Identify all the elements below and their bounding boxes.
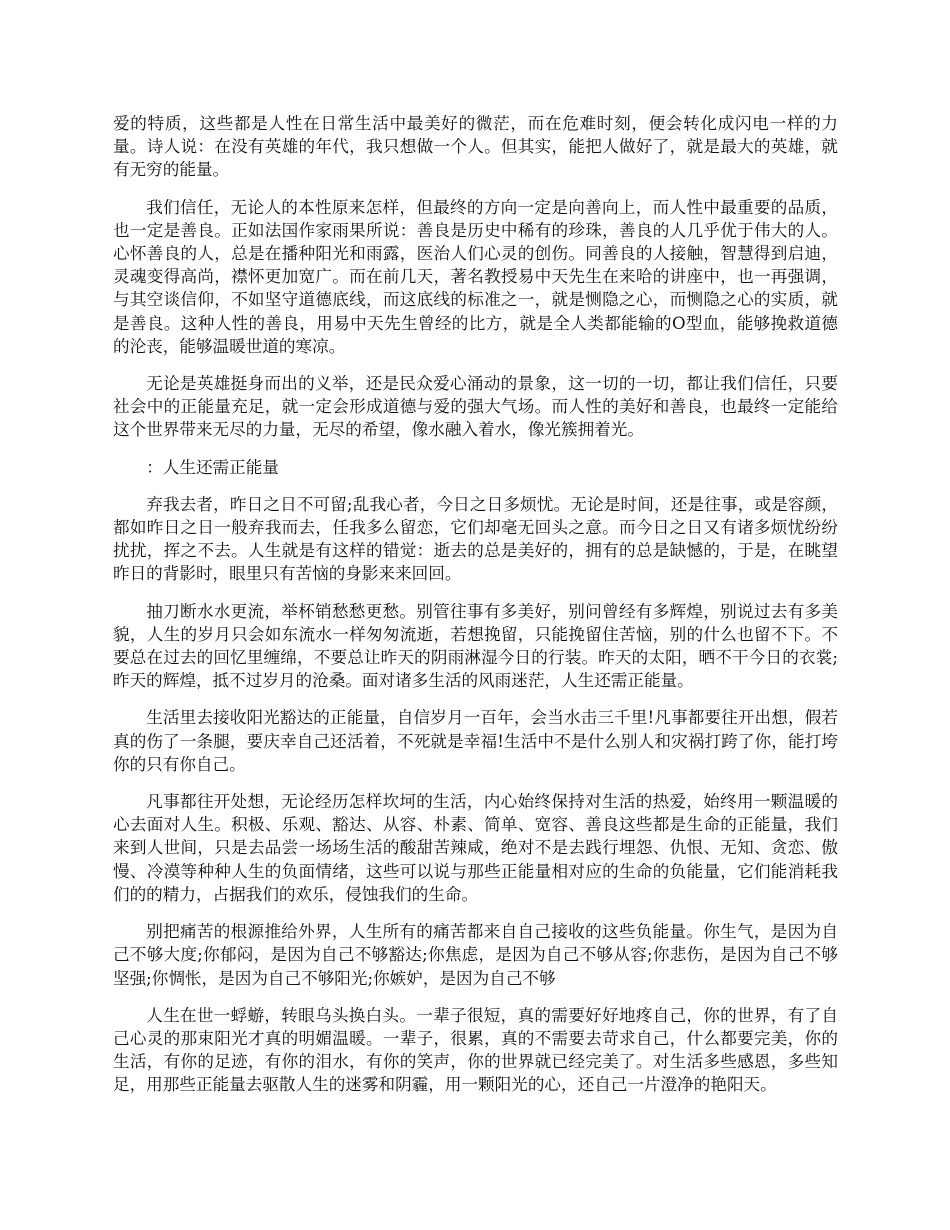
paragraph-6: 抽刀断水水更流，举杯销愁愁更愁。别管往事有多美好，别问曾经有多辉煌，别说过去有多美貌，人生的岁月只会如东流水一样匆匆流逝，若想挽留，只能挽留住苦恼，别的什么也留不下。不要总在过去的回忆里缠绵，不要总让昨天的阴雨淋湿今日的行装。昨天的太阳，晒不干今日的衣裳;昨天的辉煌，抵不过岁月的沧桑。面对诸多生活的风雨迷茫，人生还需正能量。 (113, 601, 838, 691)
paragraph-10: 人生在世一蜉蝣，转眼乌头换白头。一辈子很短，真的需要好好地疼自己，你的世界，有了自己心灵的那束阳光才真的明媚温暖。一辈子，很累，真的不需要去苛求自己，什么都要完美，你的生活，有你的足迹，有你的泪水，有你的笑声，你的世界就已经完美了。对生活多些感恩，多些知足，用那些正能量去驱散人生的迷雾和阴霾，用一颗阳光的心，还自己一片澄净的艳阳天。 (113, 1005, 838, 1095)
section-heading: ：人生还需正能量 (146, 457, 279, 477)
paragraph-7: 生活里去接收阳光豁达的正能量，自信岁月一百年，会当水击三千里!凡事都要往开出想，假若真的伤了一条腿，要庆幸自己还活着，不死就是幸福!生活中不是什么别人和灾祸打跨了你，能打垮你的只有你自己。 (113, 708, 838, 774)
paragraph-9: 别把痛苦的根源推给外界，人生所有的痛苦都来自自己接收的这些负能量。你生气，是因为自己不够大度;你郁闷，是因为自己不够豁达;你焦虑，是因为自己不够从容;你悲伤，是因为自己不够坚强;你惆怅，是因为自己不够阳光;你嫉妒，是因为自己不够 (113, 922, 838, 988)
paragraph-2: 我们信任，无论人的本性原来怎样，但最终的方向一定是向善向上，而人性中最重要的品质，也一定是善良。正如法国作家雨果所说：善良是历史中稀有的珍珠，善良的人几乎优于伟大的人。心怀善良的人，总是在播种阳光和雨露，医治人们心灵的创伤。同善良的人接触，智慧得到启迪，灵魂变得高尚，襟怀更加宽广。而在前几天，著名教授易中天先生在来哈的讲座中，也一再强调，与其空谈信仰，不如坚守道德底线，而这底线的标准之一，就是恻隐之心，而恻隐之心的实质，就是善良。这种人性的善良，用易中天先生曾经的比方，就是全人类都能输的O型血，能够挽救道德的沦丧，能够温暖世道的寒凉。 (113, 197, 838, 356)
paragraph-8: 凡事都往开处想，无论经历怎样坎坷的生活，内心始终保持对生活的热爱，始终用一颗温暖的心去面对人生。积极、乐观、豁达、从容、朴素、简单、宽容、善良这些都是生命的正能量，我们来到人世间，只是去品尝一场场生活的酸甜苦辣咸，绝对不是去践行埋怨、仇恨、无知、贪恋、傲慢、冷漠等种种人生的负面情绪，这些可以说与那些正能量相对应的生命的负能量，它们能消耗我们的的精力，占据我们的欢乐，侵蚀我们的生命。 (113, 792, 838, 904)
paragraph-3: 无论是英雄挺身而出的义举，还是民众爱心涌动的景象，这一切的一切，都让我们信任，只要社会中的正能量充足，就一定会形成道德与爱的强大气场。而人性的美好和善良，也最终一定能给这个世界带来无尽的力量，无尽的希望，像水融入着水，像光簇拥着光。 (113, 374, 838, 440)
paragraph-1: 爱的特质，这些都是人性在日常生活中最美好的微茫，而在危难时刻，便会转化成闪电一样的力量。诗人说：在没有英雄的年代，我只想做一个人。但其实，能把人做好了，就是最大的英雄，就有无穷的能量。 (113, 114, 838, 180)
paragraph-5: 弃我去者，昨日之日不可留;乱我心者，今日之日多烦忧。无论是时间，还是往事，或是容颜，都如昨日之日一般弃我而去，任我多么留恋，它们却毫无回头之意。而今日之日又有诸多烦忧纷纷扰扰，挥之不去。人生就是有这样的错觉：逝去的总是美好的，拥有的总是缺憾的，于是，在眺望昨日的背影时，眼里只有苦恼的身影来来回回。 (113, 494, 838, 584)
